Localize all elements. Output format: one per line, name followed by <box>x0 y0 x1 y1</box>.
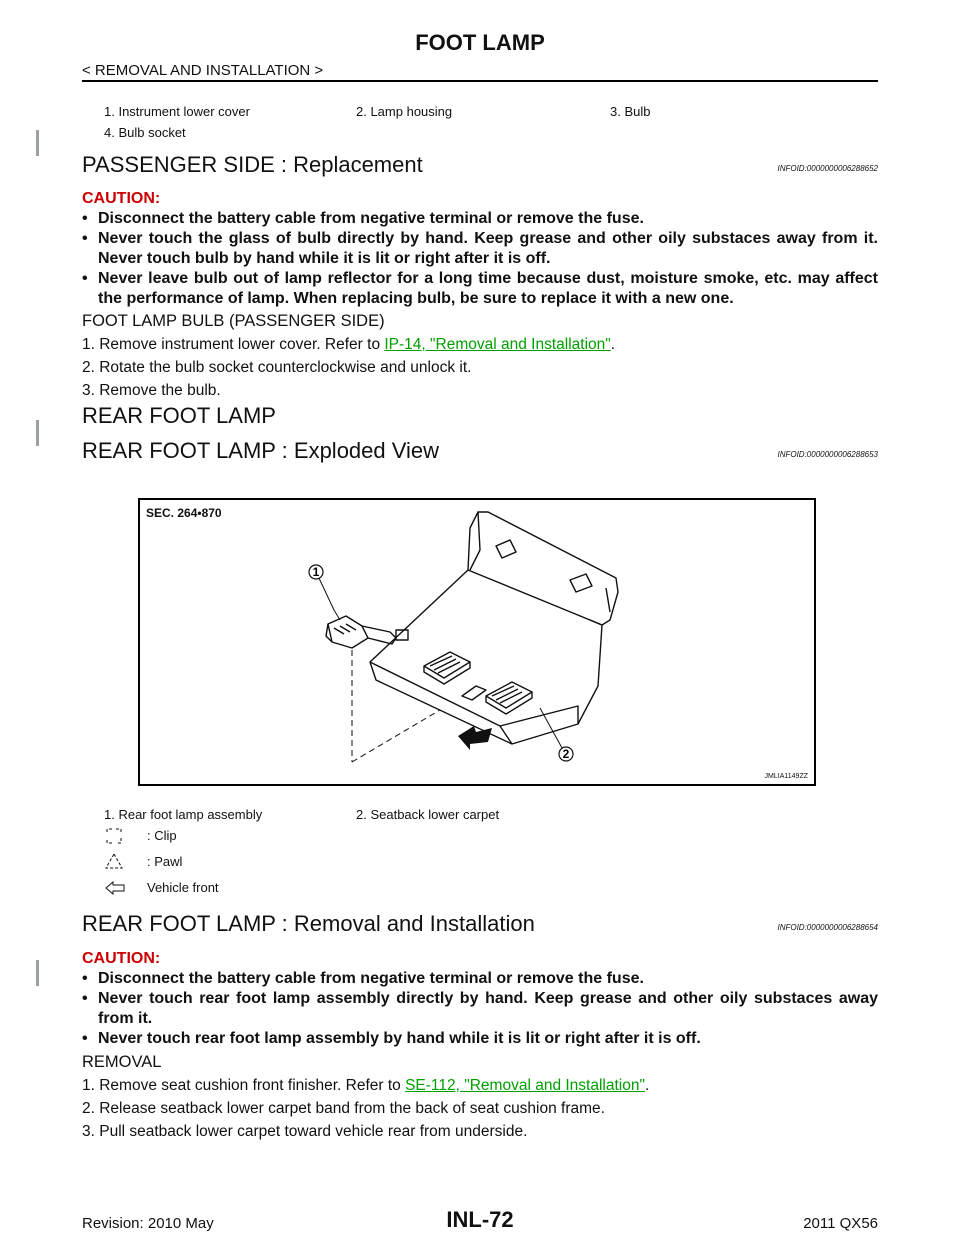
caution-item: • Never touch rear foot lamp assembly directly by hand. Keep grease and other oily substaces away from it. <box>82 990 878 1027</box>
breadcrumb: < REMOVAL AND INSTALLATION > <box>82 62 324 79</box>
carpet-grille <box>424 652 470 684</box>
figure-id: JMLIA1149ZZ <box>764 773 808 780</box>
exploded-view-figure <box>138 498 816 786</box>
exploded-view-illustration <box>140 500 818 788</box>
section-title-exploded-view: REAR FOOT LAMP : Exploded View <box>82 438 440 463</box>
procedure-step: 1. Remove seat cushion front finisher. Refer to SE-112, "Removal and Installation". <box>82 1077 650 1094</box>
legend-symbol-label: Vehicle front <box>147 880 219 895</box>
caution-label: CAUTION: <box>82 190 161 207</box>
subhead-foot-lamp-bulb: FOOT LAMP BULB (PASSENGER SIDE) <box>82 312 385 330</box>
page-title: FOOT LAMP <box>415 30 545 55</box>
legend-item: 3. Bulb <box>610 104 651 119</box>
info-id: INFOID:0000000006288654 <box>777 923 878 932</box>
legend-item: 4. Bulb socket <box>104 125 186 140</box>
margin-marker <box>36 420 39 446</box>
carpet-base-panel <box>370 570 602 744</box>
carpet-back-panel <box>468 512 618 625</box>
footer-model: 2011 QX56 <box>803 1215 878 1232</box>
carpet-grille <box>486 682 532 714</box>
procedure-step: 1. Remove instrument lower cover. Refer to IP-14, "Removal and Installation". <box>82 336 616 353</box>
legend-symbol-label: : Clip <box>147 828 177 843</box>
procedure-step: 2. Rotate the bulb socket counterclockwise and unlock it. <box>82 359 472 376</box>
footer-page-number: INL-72 <box>446 1207 514 1232</box>
info-id: INFOID:0000000006288653 <box>777 450 878 459</box>
caution-label: CAUTION: <box>82 950 161 967</box>
rear-foot-lamp-assembly <box>326 616 408 648</box>
caution-item: • Disconnect the battery cable from negative terminal or remove the fuse. <box>82 970 644 987</box>
reference-link[interactable]: SE-112, "Removal and Installation" <box>405 1077 645 1094</box>
section-title-rear-foot-lamp: REAR FOOT LAMP <box>82 403 276 428</box>
caution-item: • Never touch the glass of bulb directly by hand. Keep grease and other oily substaces away from it. Never touch bulb by hand while it is lit or right after it is off. <box>82 230 878 267</box>
vehicle-front-symbol-icon <box>104 878 126 898</box>
margin-marker <box>36 130 39 156</box>
legend-item: 2. Seatback lower carpet <box>356 807 500 822</box>
legend-item: 2. Lamp housing <box>356 104 453 119</box>
procedure-step: 3. Pull seatback lower carpet toward vehicle rear from underside. <box>82 1123 528 1140</box>
subhead-removal: REMOVAL <box>82 1053 162 1071</box>
clip-symbol-icon <box>104 826 124 846</box>
pawl-symbol-icon <box>104 852 124 872</box>
footer-revision: Revision: 2010 May <box>82 1215 214 1232</box>
header-rule <box>82 80 878 82</box>
figure-section-code: SEC. 264•870 <box>146 506 222 520</box>
legend-symbol-label: : Pawl <box>147 854 183 869</box>
callout-1: 1 <box>312 565 320 579</box>
procedure-step: 2. Release seatback lower carpet band from the back of seat cushion frame. <box>82 1100 605 1117</box>
legend-item: 1. Rear foot lamp assembly <box>104 807 263 822</box>
section-title-passenger-side: PASSENGER SIDE : Replacement <box>82 152 423 177</box>
vehicle-front-arrow-icon <box>458 726 492 750</box>
caution-item: • Disconnect the battery cable from negative terminal or remove the fuse. <box>82 210 644 227</box>
info-id: INFOID:0000000006288652 <box>777 164 878 173</box>
reference-link[interactable]: IP-14, "Removal and Installation" <box>384 336 611 353</box>
caution-item: • Never touch rear foot lamp assembly by hand while it is lit or right after it is off. <box>82 1030 701 1047</box>
callout-2: 2 <box>562 747 570 761</box>
margin-marker <box>36 960 39 986</box>
section-title-removal-installation: REAR FOOT LAMP : Removal and Installation <box>82 911 535 936</box>
legend-item: 1. Instrument lower cover <box>104 104 250 119</box>
caution-item: • Never leave bulb out of lamp reflector for a long time because dust, moisture smoke, etc. may affect the performance of lamp. When replacing bulb, be sure to replace it with a new one. <box>82 270 878 307</box>
procedure-step: 3. Remove the bulb. <box>82 382 221 399</box>
